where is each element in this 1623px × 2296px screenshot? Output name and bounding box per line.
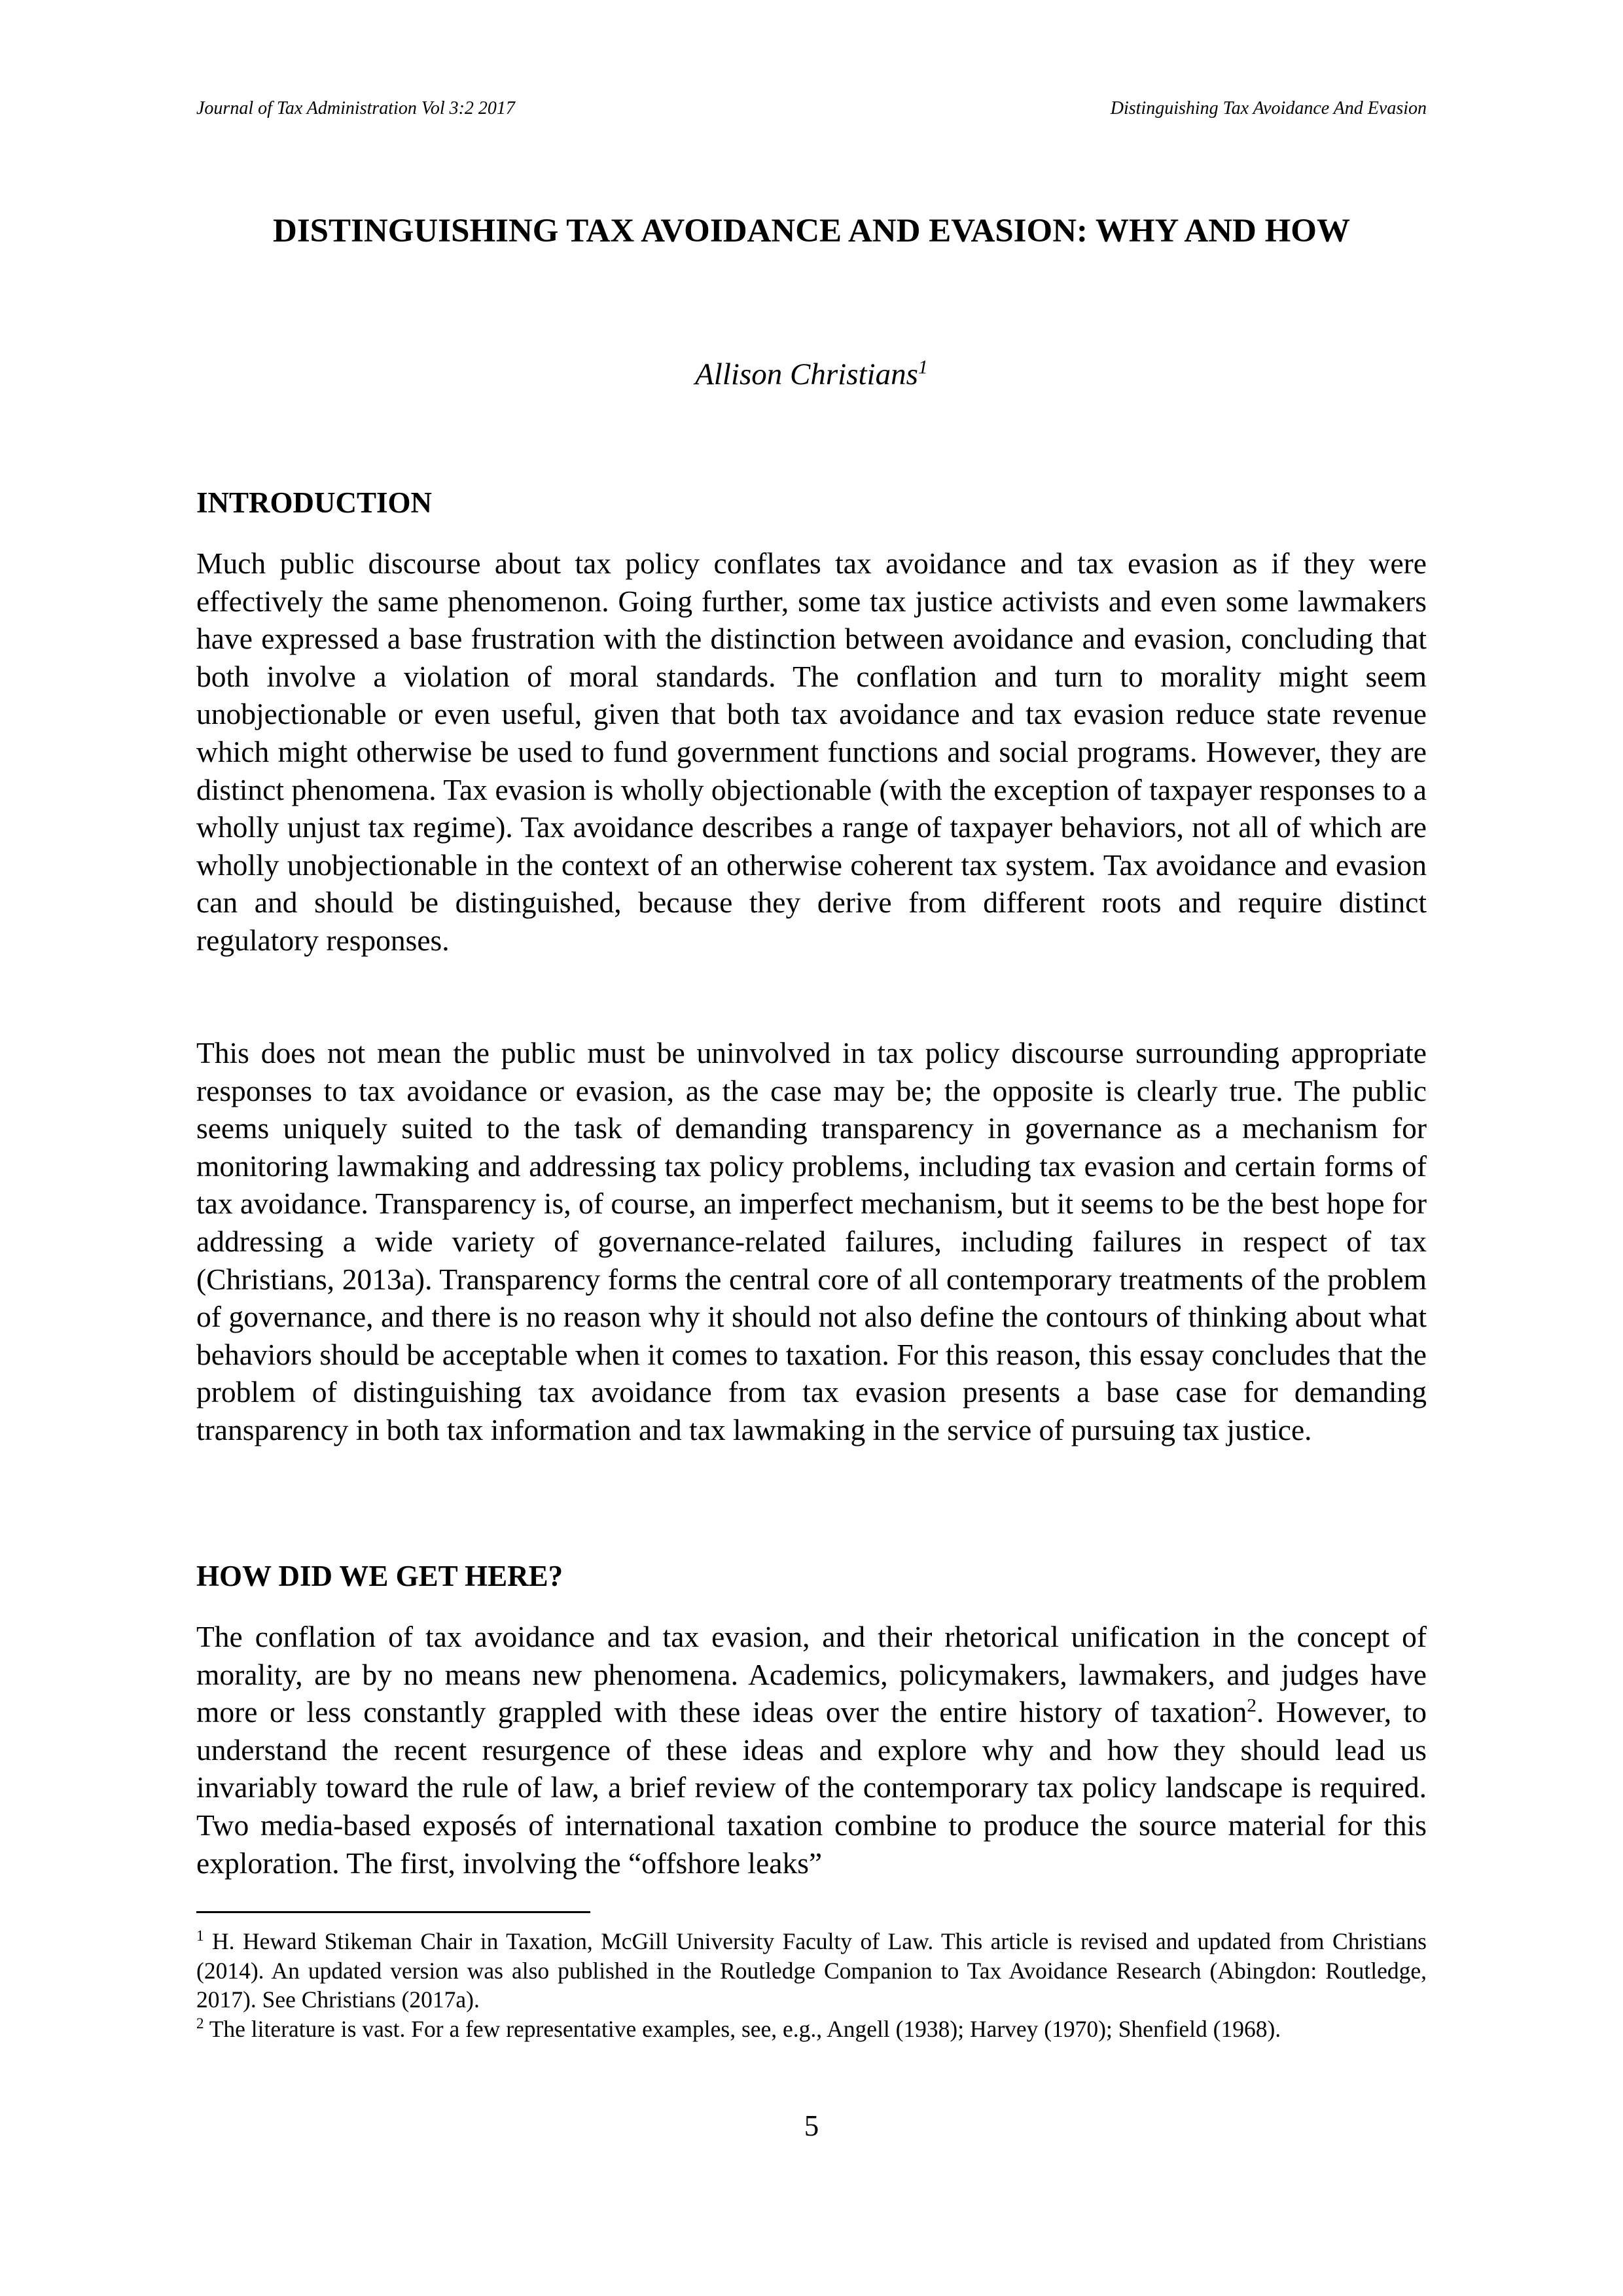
footnote-1-text: H. Heward Stikeman Chair in Taxation, McGill University Faculty of Law. This article is revised and updated from Christians (2014). An updated version was also published in the Routledge Companion to Tax Avoidance Research (Abingdon: Routledge, 2017). See Christians (2017a). xyxy=(196,1928,1427,2013)
section-heading-how-did-we-get-here: HOW DID WE GET HERE? xyxy=(196,1560,563,1592)
footnote-2 xyxy=(196,2015,1427,2044)
footnote-1-marker: 1 xyxy=(196,1928,204,1945)
page-number: 5 xyxy=(804,2109,819,2142)
author-footnote-marker[interactable]: 1 xyxy=(918,356,928,378)
introduction-paragraph-2: This does not mean the public must be uninvolved in tax policy discourse surrounding appropriate responses to tax avoidance or evasion, as the case may be; the opposite is clearly true. The public seems uniquely suited to the task of demanding transparency in governance as a mechanism for monitoring lawmaking and addressing tax policy problems, including tax evasion and certain forms of tax avoidance. Transparency is, of course, an imperfect mechanism, but it seems to be the best hope for addressing a wide variety of governance-related failures, including failures in respect of tax (Christians, 2013a). Transparency forms the central core of all contemporary treatments of the problem of governance, and there is no reason why it should not also define the contours of thinking about what behaviors should be acceptable when it comes to taxation. For this reason, this essay concludes that the problem of distinguishing tax avoidance from tax evasion presents a base case for demanding transparency in both tax information and tax lawmaking in the service of pursuing tax justice. xyxy=(196,1036,1427,1446)
footnote-1 xyxy=(196,1927,1427,2015)
paragraph-text-part-2: . However, to understand the recent resurgence of these ideas and explore why and how they should lead us invariably toward the rule of law, a brief review of the contemporary tax policy landscape is required. Two media-based exposés of international taxation combine to produce the source material for this exploration. The first, involving the “offshore leaks” xyxy=(196,1695,1427,1880)
footnote-separator xyxy=(196,1911,590,1913)
paragraph-text-part-1: The conflation of tax avoidance and tax evasion, and their rhetorical unification in the concept of morality, are by no means new phenomena. Academics, policymakers, lawmakers, and judges have more or less constantly grappled with these ideas over the entire history of taxation xyxy=(196,1620,1427,1729)
introduction-paragraph-1: Much public discourse about tax policy conflates tax avoidance and tax evasion as if they were effectively the same phenomenon. Going further, some tax justice activists and even some lawmakers have expressed a base frustration with the distinction between avoidance and evasion, concluding that both involve a violation of moral standards. The conflation and turn to morality might seem unobjectionable or even useful, given that both tax avoidance and tax evasion reduce state revenue which might otherwise be used to fund government functions and social programs. However, they are distinct phenomena. Tax evasion is wholly objectionable (with the exception of taxpayer responses to a wholly unjust tax regime). Tax avoidance describes a range of taxpayer behaviors, not all of which are wholly unobjectionable in the context of an otherwise coherent tax system. Tax avoidance and evasion can and should be distinguished, because they derive from different roots and require distinct regulatory responses. xyxy=(196,547,1427,957)
section-heading-introduction: INTRODUCTION xyxy=(196,486,433,519)
article-author xyxy=(196,353,1427,395)
running-head-short-title: Distinguishing Tax Avoidance And Evasion xyxy=(1110,98,1427,118)
author-name: Allison Christians xyxy=(695,357,918,391)
running-head-journal: Journal of Tax Administration Vol 3:2 2017 xyxy=(196,98,515,118)
footnote-2-label: 2 xyxy=(196,2015,204,2032)
footnote-2-marker[interactable]: 2 xyxy=(1247,1695,1257,1717)
how-did-we-get-here-paragraph-1 xyxy=(196,1618,1427,1882)
article-title: DISTINGUISHING TAX AVOIDANCE AND EVASION: WHY AND HOW xyxy=(273,213,1350,249)
footnote-2-text: The literature is vast. For a few representative examples, see, e.g., Angell (1938); Harvey (1970); Shenfield (1968). xyxy=(204,2016,1281,2042)
